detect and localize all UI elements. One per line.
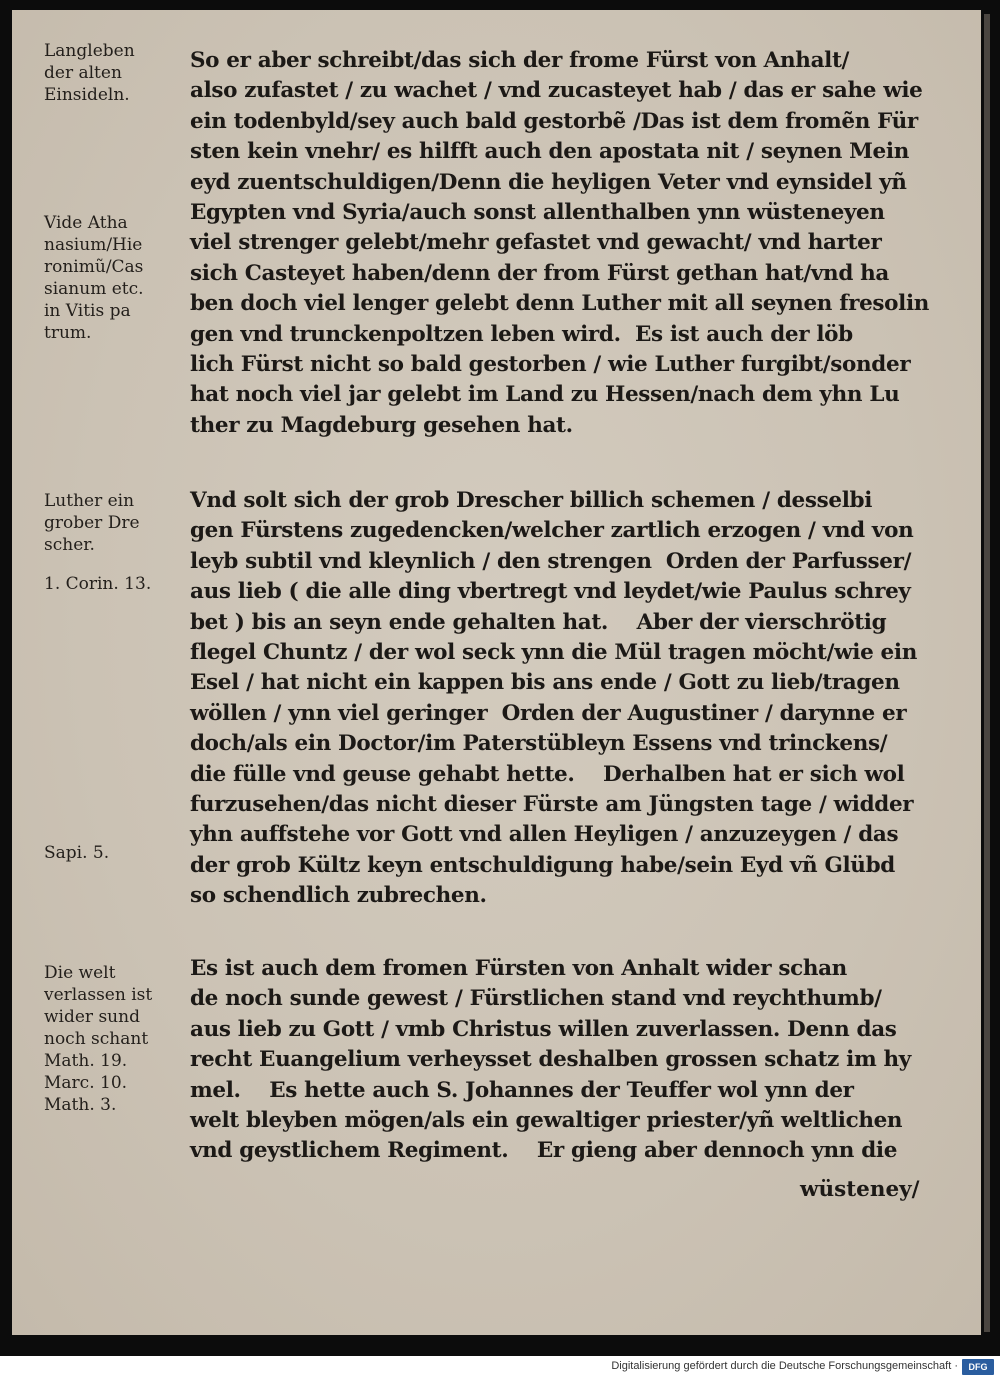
footer: [0, 1356, 1000, 1379]
catchword: wüsteney/: [800, 1177, 920, 1202]
margin-note: Die welt verlassen ist wider sund noch schant Math. 19. Marc. 10. Math. 3.: [44, 963, 153, 1115]
margin-note: Vide Atha nasium/Hie ronimũ/Cas sianum etc. in Vitis pa trum.: [44, 213, 144, 343]
page-edge-shadow: [984, 14, 990, 1332]
margin-note: 1. Corin. 13.: [44, 574, 152, 594]
paragraph: So er aber schreibt/das sich der frome Fürst von Anhalt/ also zufastet / zu wachet / vnd zucasteyet hab / das er sahe wie ein todenbyld/sey auch bald gestorbẽ /Das ist dem fromẽn Für sten kein vnehr/ es hilfft auch den apostata nit / seynen Mein eyd zuentschuldigen/Denn die heyligen Veter vnd eynsidel yñ Egypten vnd Syria/auch sonst allenthalben ynn wüsteneyen viel strenger gelebt/mehr gefastet vnd gewacht/ vnd harter sich Casteyet haben/denn der from Fürst gethan hat/vnd ha ben doch viel lenger gelebt denn Luther mit all seynen fresolin gen vnd trunckenpoltzen leben wird. Es ist auch der löb lich Fürst nicht so bald gestorben / wie Luther furgibt/sonder hat noch viel jar gelebt im Land zu Hessen/nach dem yhn Lu ther zu Magdeburg gesehen hat.: [190, 48, 930, 438]
margin-note: Luther ein grober Dre scher.: [44, 491, 140, 555]
margin-note: Sapi. 5.: [44, 843, 110, 863]
paragraph: Es ist auch dem fromen Fürsten von Anhalt wider schan de noch sunde gewest / Fürstlichen stand vnd reychthumb/ aus lieb zu Gott / vmb Christus willen zuverlassen. Denn das recht Euangelium verheysset deshalben grossen schatz im hy mel. Es hette auch S. Johannes der Teuffer wol ynn der welt bleyben mögen/als ein gewaltiger priester/yñ weltlichen vnd geystlichem Regiment. Er gieng aber dennoch ynn die: [190, 956, 911, 1164]
margin-note: Langleben der alten Einsideln.: [44, 41, 135, 105]
paragraph: Vnd solt sich der grob Drescher billich schemen / desselbi gen Fürstens zugedencken/welcher zartlich erzogen / vnd von leyb subtil vnd kleynlich / den strengen Orden der Parfusser/ aus lieb ( die alle ding vbertregt vnd leydet/wie Paulus schrey bet ) bis an seyn ende gehalten hat. Aber der vierschrötig flegel Chuntz / der wol seck ynn die Mül tragen möcht/wie ein Esel / hat nicht ein kappen bis ans ende / Gott zu lieb/tragen wöllen / ynn viel geringer Orden der Augustiner / darynne er doch/als ein Doctor/im Paterstübleyn Essens vnd trinckens/ die fülle vnd geuse gehabt hette. Derhalben hat er sich wol furzusehen/das nicht dieser Fürste am Jüngsten tage / widder yhn auffstehe vor Gott vnd allen Heyligen / anzuzeygen / das der grob Kültz keyn entschuldigung habe/sein Eyd vñ Glübd so schendlich zubrechen.: [190, 488, 917, 909]
dfg-logo-icon: DFG: [962, 1359, 994, 1375]
funding-notice: Digitalisierung gefördert durch die Deutsche Forschungsgemeinschaft ·: [611, 1360, 958, 1372]
